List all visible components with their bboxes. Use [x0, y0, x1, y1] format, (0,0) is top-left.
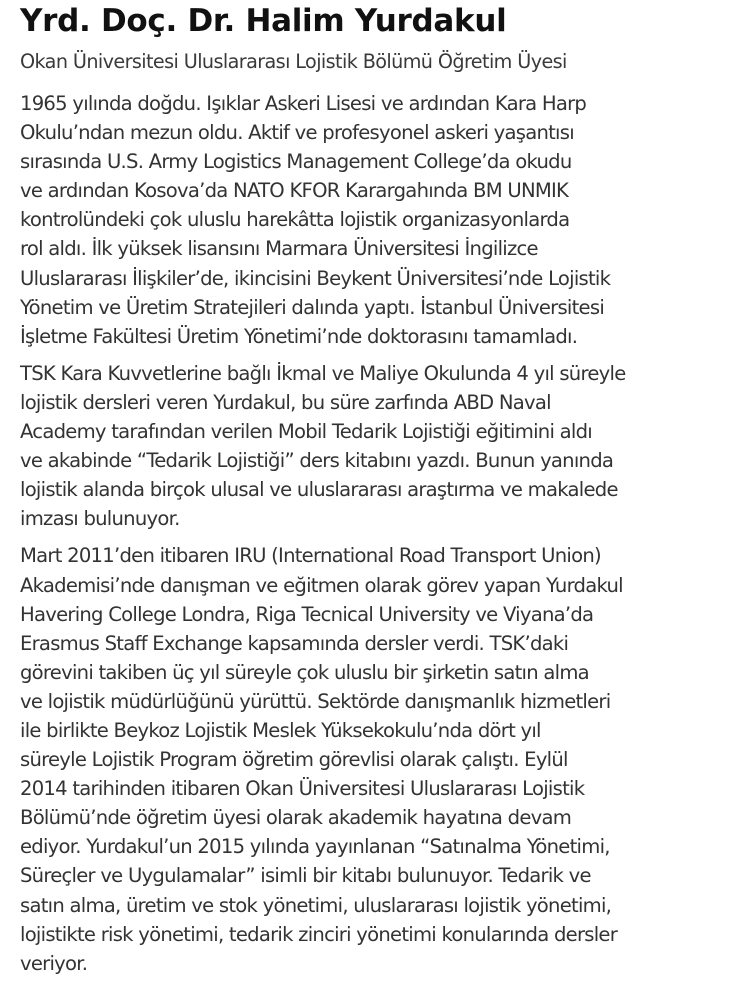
paragraph-education [20, 89, 732, 351]
paragraph-career [20, 541, 732, 977]
text-line: 2014 tarihinden itibaren Okan Üniversitesi Uluslararası Lojistik [20, 777, 585, 801]
text-line: lojistikte risk yönetimi, tedarik zinciri yönetimi konularında dersler [20, 922, 618, 946]
text-line: Erasmus Staff Exchange kapsamında dersler verdi. TSK’daki [20, 631, 569, 655]
text-line: Akademisi’nde danışman ve eğitmen olarak görev yapan Yurdakul [20, 573, 623, 597]
text-line: lojistik alanda birçok ulusal ve uluslararası araştırma ve makalede [20, 478, 618, 502]
text-line: İşletme Fakültesi Üretim Yönetimi’nde doktorasını tamamladı. [20, 324, 578, 348]
text-line: Bölümü’nde öğretim üyesi olarak akademik hayatına devam [20, 806, 572, 830]
text-line: Uluslararası İlişkiler’de, ikincisini Beykent Üniversitesi’nde Lojistik [20, 266, 611, 290]
text-line: Academy tarafından verilen Mobil Tedarik Lojistiği eğitimini aldı [20, 420, 592, 444]
page-title: Yrd. Doç. Dr. Halim Yurdakul [20, 3, 507, 39]
page-subtitle: Okan Üniversitesi Uluslararası Lojistik Bölümü Öğretim Üyesi [20, 50, 567, 73]
text-line: imzası bulunuyor. [20, 507, 180, 531]
text-line: Süreçler ve Uygulamalar” isimli bir kitabı bulunuyor. Tedarik ve [20, 864, 591, 888]
text-line: Mart 2011’den itibaren IRU (International Road Transport Union) [20, 544, 601, 568]
text-line: sırasında U.S. Army Logistics Management College’da okudu [20, 150, 572, 174]
text-line: ediyor. Yurdakul’un 2015 yılında yayınlanan “Satınalma Yönetimi, [20, 835, 610, 859]
text-line: rol aldı. İlk yüksek lisansını Marmara Üniversitesi İngilizce [20, 237, 538, 261]
text-line: veriyor. [20, 951, 88, 975]
text-line: kontrolündeki çok uluslu harekâtta lojistik organizasyonlarda [20, 208, 570, 232]
text-line: 1965 yılında doğdu. Işıklar Askeri Lisesi ve ardından Kara Harp [20, 92, 587, 115]
article-body [20, 89, 732, 986]
text-line: ve ardından Kosova’da NATO KFOR Karargahında BM UNMIK [20, 179, 569, 203]
paragraph-military-teaching [20, 359, 732, 534]
text-line: süreyle Lojistik Program öğretim görevlisi olarak çalıştı. Eylül [20, 748, 568, 772]
text-line: lojistik dersleri veren Yurdakul, bu süre zarfında ABD Naval [20, 390, 551, 414]
text-line: Havering College Londra, Riga Tecnical University ve Viyana’da [20, 602, 594, 626]
text-line: görevini takiben üç yıl süreyle çok uluslu bir şirketin satın alma [20, 660, 589, 684]
text-line: satın alma, üretim ve stok yönetimi, uluslararası lojistik yönetimi, [20, 893, 612, 917]
text-line: ve akabinde “Tedarik Lojistiği” ders kitabını yazdı. Bunun yanında [20, 449, 614, 473]
text-line: ile birlikte Beykoz Lojistik Meslek Yüksekokulu’nda dört yıl [20, 718, 541, 742]
text-line: Okulu’ndan mezun oldu. Aktif ve profesyonel askeri yaşantısı [20, 121, 574, 145]
text-line: ve lojistik müdürlüğünü yürüttü. Sektörde danışmanlık hizmetleri [20, 689, 611, 713]
text-line: Yönetim ve Üretim Stratejileri dalında yaptı. İstanbul Üniversitesi [20, 295, 605, 319]
text-line: TSK Kara Kuvvetlerine bağlı İkmal ve Maliye Okulunda 4 yıl süreyle [20, 361, 626, 385]
